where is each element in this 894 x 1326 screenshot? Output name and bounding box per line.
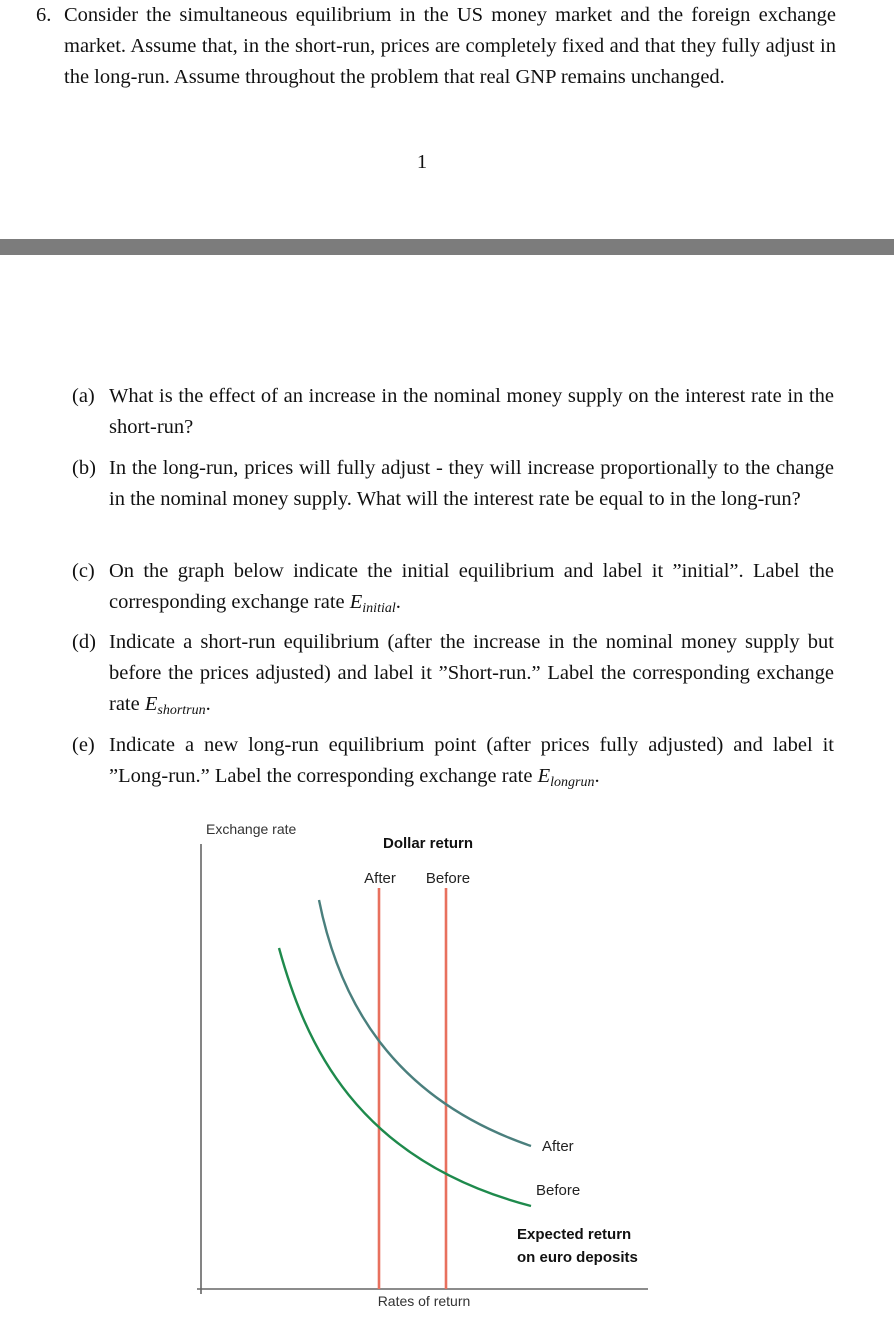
euro-return-after-curve bbox=[319, 900, 531, 1146]
part-d bbox=[72, 627, 834, 726]
problem-text: Consider the simultaneous equilibrium in the US money market and the foreign exchange market. Assume that, in the short-run, prices are completely fixed and that they fully adjust in the long-run. Assume throughout the problem that real GNP remains unchanged. bbox=[64, 4, 836, 88]
euro-return-before-label: Before bbox=[536, 1182, 581, 1199]
part-label: (c) bbox=[72, 560, 95, 582]
exchange-rate-subscript: initial bbox=[362, 601, 396, 616]
part-text-end: . bbox=[395, 591, 401, 613]
part-label: (d) bbox=[72, 631, 96, 653]
euro-return-before-curve bbox=[279, 948, 531, 1206]
part-text-main: Indicate a short-run equilibrium (after the increase in the nominal money supply but before the prices adjusted) and label it ”Short-run.” Label the corresponding exchange rate bbox=[109, 631, 834, 715]
page-number: 1 bbox=[416, 151, 428, 173]
exchange-rate-symbol: E bbox=[349, 591, 363, 613]
part-text bbox=[109, 627, 834, 726]
dollar-return-after-label: After bbox=[364, 870, 396, 887]
y-axis-label: Exchange rate bbox=[206, 821, 297, 837]
euro-return-after-label: After bbox=[542, 1138, 574, 1155]
part-text-end: . bbox=[594, 765, 600, 787]
part-e bbox=[72, 730, 834, 798]
part-text-main: Indicate a new long-run equilibrium point (after prices fully adjusted) and label it ”Long-run.” Label the corresponding exchange rate bbox=[109, 734, 834, 787]
part-c bbox=[72, 556, 834, 624]
dollar-return-before-label: Before bbox=[425, 870, 471, 887]
exchange-rate-symbol: E bbox=[537, 765, 551, 787]
part-label: (e) bbox=[72, 734, 95, 756]
part-text bbox=[109, 556, 834, 624]
part-text-main: On the graph below indicate the initial equilibrium and label it ”initial”. Label the corresponding exchange rate bbox=[109, 560, 834, 613]
problem-statement bbox=[36, 0, 836, 93]
euro-return-title bbox=[517, 1226, 638, 1266]
exchange-rate-subscript: shortrun bbox=[157, 703, 206, 718]
exchange-rate-symbol: E bbox=[144, 693, 158, 715]
part-text: In the long-run, prices will fully adjust - they will increase proportionally to the change in the nominal money supply. What will the interest rate be equal to in the long-run? bbox=[109, 457, 834, 510]
exchange-rate-subscript: longrun bbox=[550, 775, 595, 790]
part-label: (a) bbox=[72, 385, 95, 407]
page-divider bbox=[0, 239, 894, 255]
x-axis-label: Rates of return bbox=[377, 1293, 471, 1309]
part-text-end: . bbox=[205, 693, 211, 715]
part-label: (b) bbox=[72, 457, 96, 479]
euro-return-title-line-1: Expected return bbox=[517, 1226, 632, 1243]
euro-return-title-line-2: on euro deposits bbox=[517, 1249, 638, 1266]
part-text bbox=[109, 730, 834, 798]
dollar-return-title: Dollar return bbox=[382, 835, 474, 852]
part-a bbox=[72, 381, 834, 443]
problem-number: 6. bbox=[36, 4, 52, 26]
part-text: What is the effect of an increase in the nominal money supply on the interest rate in the short-run? bbox=[109, 385, 834, 438]
exchange-rate-graph bbox=[0, 800, 894, 1326]
part-b bbox=[72, 453, 834, 515]
